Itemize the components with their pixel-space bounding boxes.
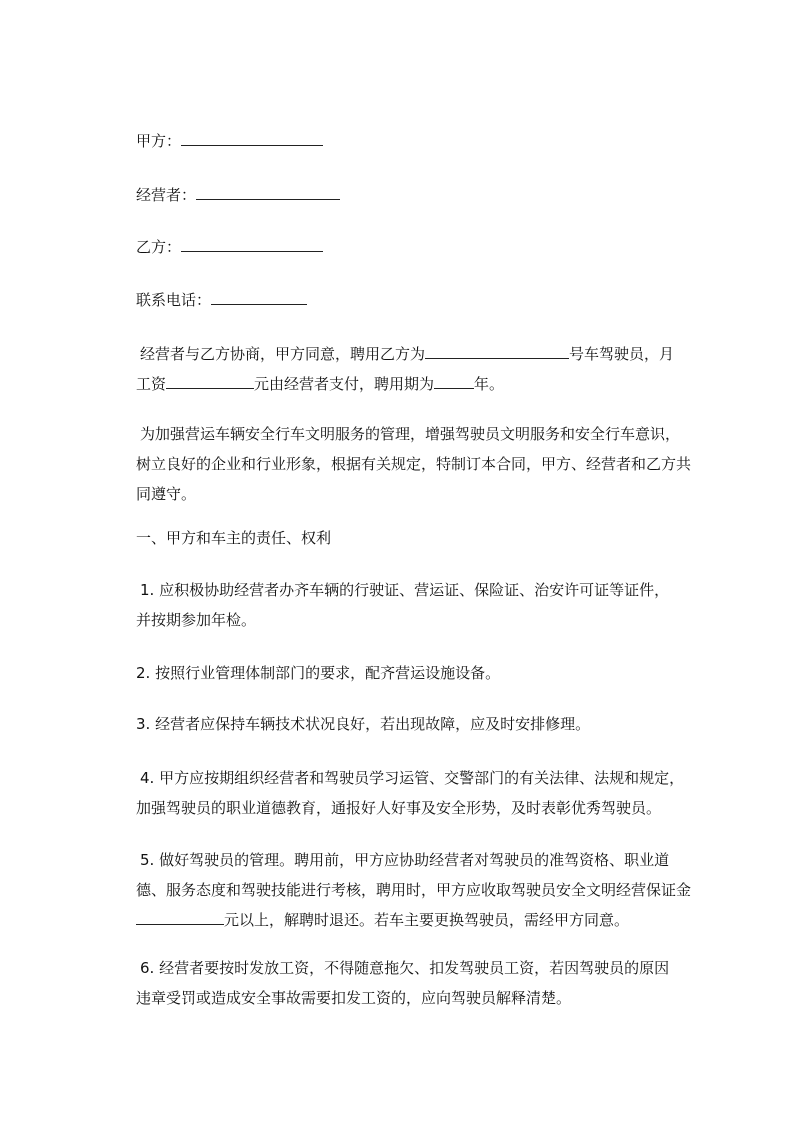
intro-text-2b: 元由经营者支付，聘用期为 [254, 375, 435, 393]
item-3: 3. 经营者应保持车辆技术状况良好，若出现故障，应及时安排修理。 [136, 715, 591, 733]
party-b-blank[interactable] [181, 234, 323, 252]
item-5-line-3 [136, 905, 706, 935]
item-5 [136, 845, 706, 935]
vehicle-number-blank[interactable] [425, 341, 569, 359]
item-4-line-2: 加强驾驶员的职业道德教育，通报好人好事及安全形势，及时表彰优秀驾驶员。 [136, 799, 662, 817]
purpose-line-1: 为加强营运车辆安全行车文明服务的管理，增强驾驶员文明服务和安全行车意识， [140, 425, 681, 443]
item-2: 2. 按照行业管理体制部门的要求，配齐营运设施设备。 [136, 664, 501, 682]
item-5-line-1: 5. 做好驾驶员的管理。聘用前，甲方应协助经营者对驾驶员的准驾资格、职业道 [140, 851, 670, 869]
party-a-blank[interactable] [181, 128, 323, 146]
intro-text-1a: 经营者与乙方协商，甲方同意，聘用乙方为 [140, 345, 426, 363]
intro-text-2a: 工资 [136, 375, 167, 393]
item-6 [136, 953, 706, 1013]
item-6-line-1: 6. 经营者要按时发放工资，不得随意拖欠、扣发驾驶员工资，若因驾驶员的原因 [140, 959, 670, 977]
purpose-line-3: 同遵守。 [136, 485, 197, 503]
item-4 [136, 763, 706, 823]
party-b-label: 乙方： [136, 238, 182, 256]
item-5-line-2: 德、服务态度和驾驶技能进行考核，聘用时，甲方应收取驾驶员安全文明经营保证金 [136, 881, 692, 899]
purpose-line-2: 树立良好的企业和行业形象，根据有关规定，特制订本合同，甲方、经营者和乙方共 [136, 455, 692, 473]
salary-blank[interactable] [166, 371, 254, 389]
intro-line-1 [136, 339, 706, 369]
intro-line-2 [136, 369, 706, 399]
intro-text-1b: 号车驾驶员，月 [569, 345, 675, 363]
section-1-heading: 一、甲方和车主的责任、权利 [136, 529, 332, 547]
operator-label: 经营者： [136, 186, 197, 204]
purpose-paragraph [136, 419, 706, 509]
item-1-line-1: 1. 应积极协助经营者办齐车辆的行驶证、营运证、保险证、治安许可证等证件， [140, 581, 670, 599]
item-5-text-3: 元以上，解聘时退还。若车主要更换驾驶员，需经甲方同意。 [224, 911, 630, 929]
item-4-line-1: 4. 甲方应按期组织经营者和驾驶员学习运管、交警部门的有关法律、法规和规定， [140, 769, 685, 787]
party-a-label: 甲方： [136, 132, 182, 150]
party-a-field [136, 128, 706, 154]
item-1 [136, 575, 706, 635]
intro-paragraph [136, 339, 706, 399]
item-1-line-2: 并按期参加年检。 [136, 611, 257, 629]
operator-field [136, 182, 706, 208]
operator-blank[interactable] [196, 182, 340, 200]
intro-text-2c: 年。 [474, 375, 505, 393]
phone-field [136, 287, 706, 313]
deposit-blank[interactable] [136, 907, 224, 925]
party-b-field [136, 234, 706, 260]
item-6-line-2: 违章受罚或造成安全事故需要扣发工资的，应向驾驶员解释清楚。 [136, 989, 572, 1007]
phone-blank[interactable] [211, 287, 307, 305]
phone-label: 联系电话： [136, 291, 212, 309]
term-years-blank[interactable] [434, 371, 474, 389]
